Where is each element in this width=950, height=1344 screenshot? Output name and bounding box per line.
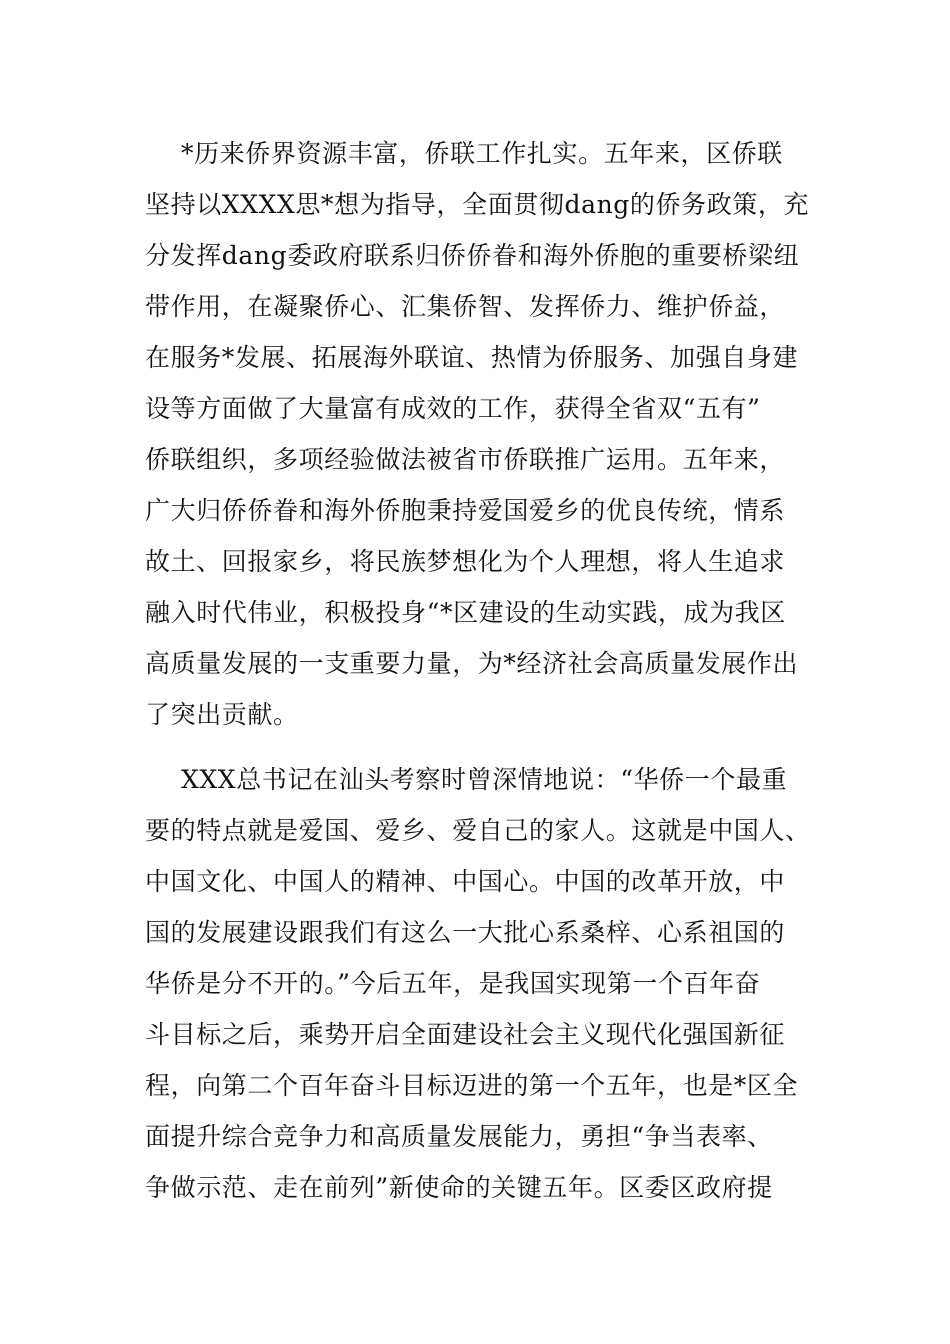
text-line: 斗目标之后，乘势开启全面建设社会主义现代化强国新征 xyxy=(145,1020,786,1049)
text-line: 高质量发展的一支重要力量，为*经济社会高质量发展作出 xyxy=(145,649,799,678)
text-line: XXX总书记在汕头考察时曾深情地说：“华侨一个最重 xyxy=(181,765,788,794)
text-line: 广大归侨侨眷和海外侨胞秉持爱国爱乡的优良传统，情系 xyxy=(145,496,786,525)
text-line: 坚持以XXXX思*想为指导，全面贯彻dang的侨务政策，充 xyxy=(145,190,810,219)
text-line: 了突出贡献。 xyxy=(145,700,299,729)
text-line: 国的发展建设跟我们有这么一大批心系桑梓、心系祖国的 xyxy=(145,918,786,947)
text-line: 面提升综合竞争力和高质量发展能力，勇担“争当表率、 xyxy=(145,1122,773,1151)
document-body xyxy=(145,128,811,1213)
paragraph-2 xyxy=(145,754,811,1213)
text-line: 故土、回报家乡，将民族梦想化为个人理想，将人生追求 xyxy=(145,547,786,576)
text-line: 设等方面做了大量富有成效的工作，获得全省双“五有” xyxy=(145,394,761,423)
text-line: 在服务*发展、拓展海外联谊、热情为侨服务、加强自身建 xyxy=(145,343,799,372)
text-line: 融入时代伟业，积极投身“*区建设的生动实践，成为我区 xyxy=(145,598,786,627)
text-line: *历来侨界资源丰富，侨联工作扎实。五年来，区侨联 xyxy=(181,139,783,168)
text-line: 分发挥dang委政府联系归侨侨眷和海外侨胞的重要桥梁纽 xyxy=(145,241,800,270)
text-line: 华侨是分不开的。”今后五年，是我国实现第一个百年奋 xyxy=(145,969,761,998)
text-line: 要的特点就是爱国、爱乡、爱自己的家人。这就是中国人、 xyxy=(145,816,811,845)
text-line: 争做示范、走在前列”新使命的关键五年。区委区政府提 xyxy=(145,1173,773,1202)
text-line: 带作用，在凝聚侨心、汇集侨智、发挥侨力、维护侨益， xyxy=(145,292,786,321)
paragraph-spacer xyxy=(145,740,805,754)
text-line: 中国文化、中国人的精神、中国心。中国的改革开放，中 xyxy=(145,867,786,896)
text-line: 侨联组织，多项经验做法被省市侨联推广运用。五年来， xyxy=(145,445,786,474)
text-line: 程，向第二个百年奋斗目标迈进的第一个五年，也是*区全 xyxy=(145,1071,799,1100)
paragraph-1 xyxy=(145,128,810,740)
